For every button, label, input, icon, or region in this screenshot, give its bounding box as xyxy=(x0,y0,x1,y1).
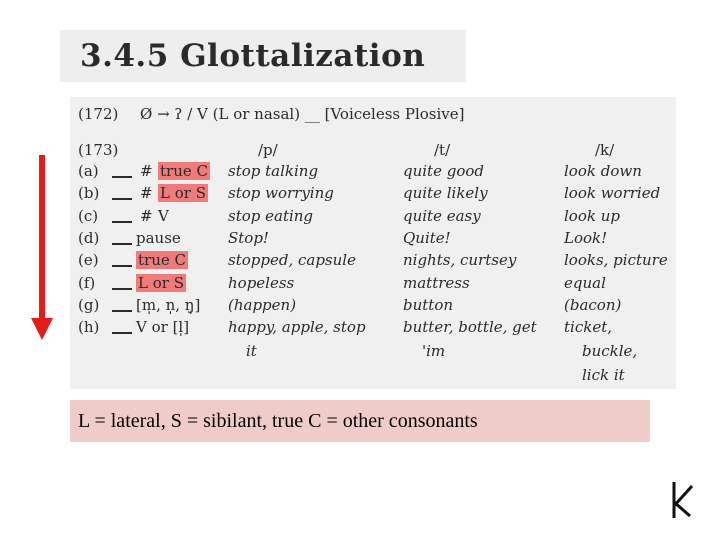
cell-t: quite good xyxy=(403,162,484,180)
row-label: (g) xyxy=(78,296,100,314)
cell-p: stopped, capsule xyxy=(228,251,356,269)
row-label: (h) xyxy=(78,318,100,336)
cell-t: nights, curtsey xyxy=(403,251,517,269)
page-title: 3.4.5 Glottalization xyxy=(80,38,426,74)
cell-p: hopeless xyxy=(228,274,295,292)
table-number: (173) xyxy=(78,141,119,159)
cell-k: equal xyxy=(564,274,606,292)
cell-t: quite easy xyxy=(403,207,481,225)
arrow-shaft xyxy=(39,155,45,321)
caption-box xyxy=(70,400,650,442)
row-environment: true C xyxy=(160,162,208,180)
rule-text: Ø → ʔ / V (L or nasal) __ [Voiceless Plosive] xyxy=(140,105,465,123)
row-label: (a) xyxy=(78,162,99,180)
cell-k: Look! xyxy=(564,229,608,247)
continuation-p: it xyxy=(246,342,257,360)
cell-t: quite likely xyxy=(403,184,488,202)
header-p: /p/ xyxy=(258,141,278,159)
row-environment: pause xyxy=(136,229,181,247)
cell-k: looks, picture xyxy=(564,251,668,269)
row-label: (e) xyxy=(78,251,99,269)
arrow-head xyxy=(31,318,53,340)
blank-underscore xyxy=(112,198,132,200)
cell-t: mattress xyxy=(403,274,470,292)
boundary-symbol: # xyxy=(140,184,153,202)
row-environment: L or S xyxy=(160,184,206,202)
row-environment: [m̩, n̩, ŋ̩] xyxy=(136,296,201,314)
row-environment: true C xyxy=(138,251,186,269)
cell-k: (bacon) xyxy=(564,296,622,314)
boundary-symbol: # xyxy=(140,207,153,225)
boundary-symbol: # xyxy=(140,162,153,180)
row-label: (d) xyxy=(78,229,100,247)
blank-underscore xyxy=(112,176,132,178)
continuation-t: 'im xyxy=(422,342,446,360)
cell-p: stop talking xyxy=(228,162,319,180)
blank-underscore xyxy=(112,288,132,290)
cell-t: butter, bottle, get xyxy=(403,318,537,336)
cell-p: (happen) xyxy=(228,296,297,314)
row-label: (c) xyxy=(78,207,99,225)
row-label: (f) xyxy=(78,274,96,292)
row-environment: L or S xyxy=(138,274,184,292)
cell-k: look worried xyxy=(564,184,661,202)
header-k: /k/ xyxy=(595,141,615,159)
continuation-k-1: buckle, xyxy=(582,342,638,360)
blank-underscore xyxy=(112,332,132,334)
blank-underscore xyxy=(112,243,132,245)
header-t: /t/ xyxy=(434,141,451,159)
blank-underscore xyxy=(112,265,132,267)
cell-t: button xyxy=(403,296,454,314)
cell-p: Stop! xyxy=(228,229,269,247)
cell-p: happy, apple, stop xyxy=(228,318,366,336)
row-environment: V or [l̩] xyxy=(136,318,190,336)
rule-number: (172) xyxy=(78,105,119,123)
row-environment: V xyxy=(158,207,169,225)
cell-t: Quite! xyxy=(403,229,451,247)
blank-underscore xyxy=(112,310,132,312)
cell-k: look down xyxy=(564,162,642,180)
caption-text: L = lateral, S = sibilant, true C = other consonants xyxy=(78,410,478,432)
rune-glyph-icon xyxy=(670,480,694,520)
cell-k: look up xyxy=(564,207,620,225)
continuation-k-2: lick it xyxy=(582,366,625,384)
row-label: (b) xyxy=(78,184,100,202)
cell-p: stop worrying xyxy=(228,184,334,202)
blank-underscore xyxy=(112,221,132,223)
cell-k: ticket, xyxy=(564,318,612,336)
cell-p: stop eating xyxy=(228,207,314,225)
